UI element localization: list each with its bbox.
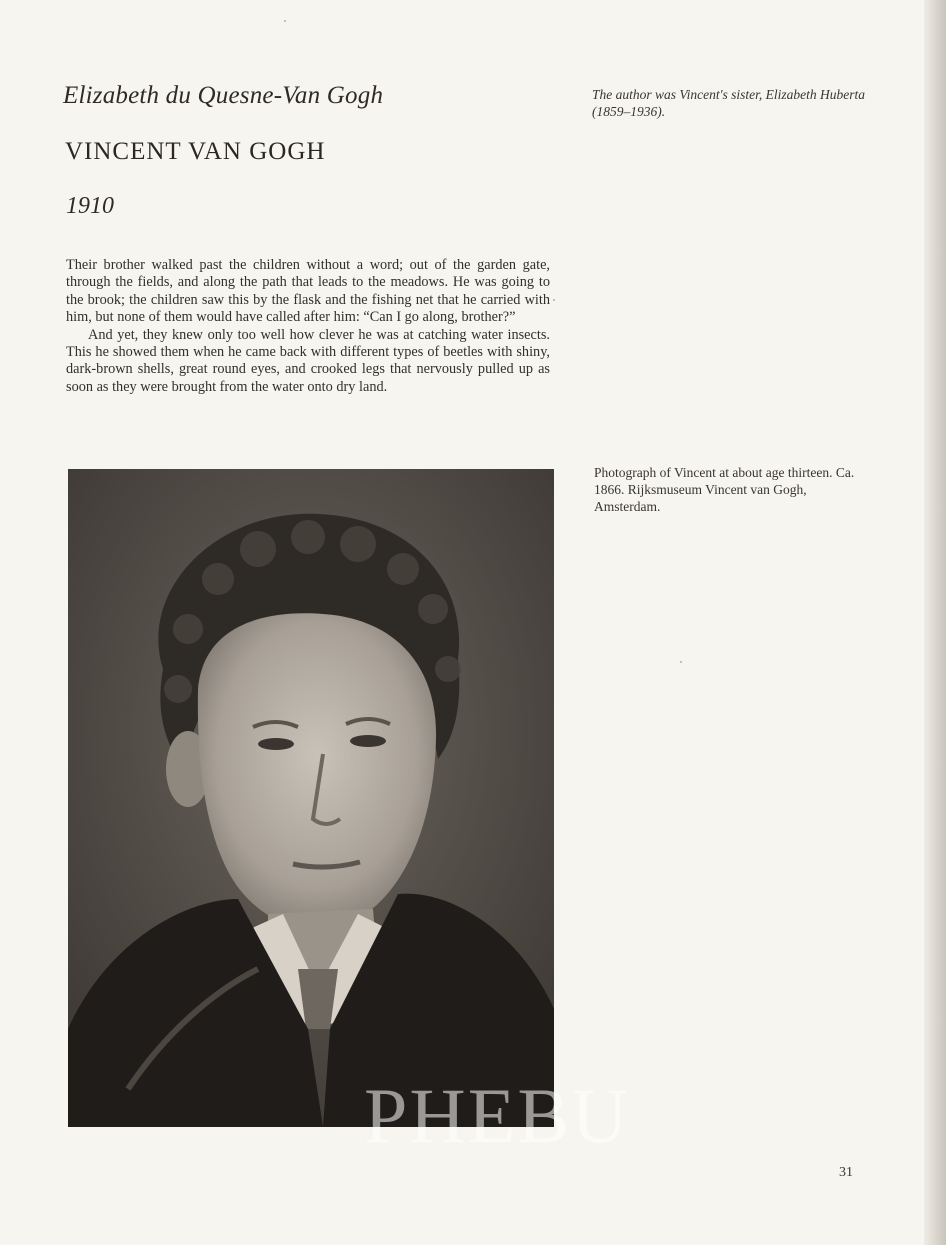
body-text (66, 257, 550, 396)
chapter-title: VINCENT VAN GOGH (65, 138, 326, 165)
body-paragraph: Their brother walked past the children without a word; out of the garden gate, through the fields, and along the path that leads to the meadows. He was going to the brook; the children saw this by the flask and the fishing net that he carried with him, but none of them would have called after him: “Can I go along, brother?” (66, 257, 550, 326)
page-number: 31 (839, 1165, 853, 1180)
portrait-photo (68, 469, 630, 1159)
paper-speck (680, 661, 682, 663)
paper-speck (284, 20, 286, 22)
portrait-illustration (68, 469, 554, 1127)
author-name: Elizabeth du Quesne-Van Gogh (63, 82, 384, 109)
paper-speck (553, 299, 555, 301)
side-note: The author was Vincent's sister, Elizabeth Huberta (1859–1936). (592, 87, 866, 119)
watermark: PHEBU (364, 1072, 630, 1159)
page-edge (924, 0, 946, 1245)
photo-caption: Photograph of Vincent at about age thirteen. Ca. 1866. Rijksmuseum Vincent van Gogh, Amsterdam. (594, 465, 855, 514)
body-paragraph: And yet, they knew only too well how clever he was at catching water insects. This he showed them when he came back with different types of beetles with shiny, dark-brown shells, great round eyes, and crooked legs that nervously pulled up as soon as they were brought from the water onto dry land. (66, 326, 550, 395)
chapter-year: 1910 (66, 193, 114, 219)
